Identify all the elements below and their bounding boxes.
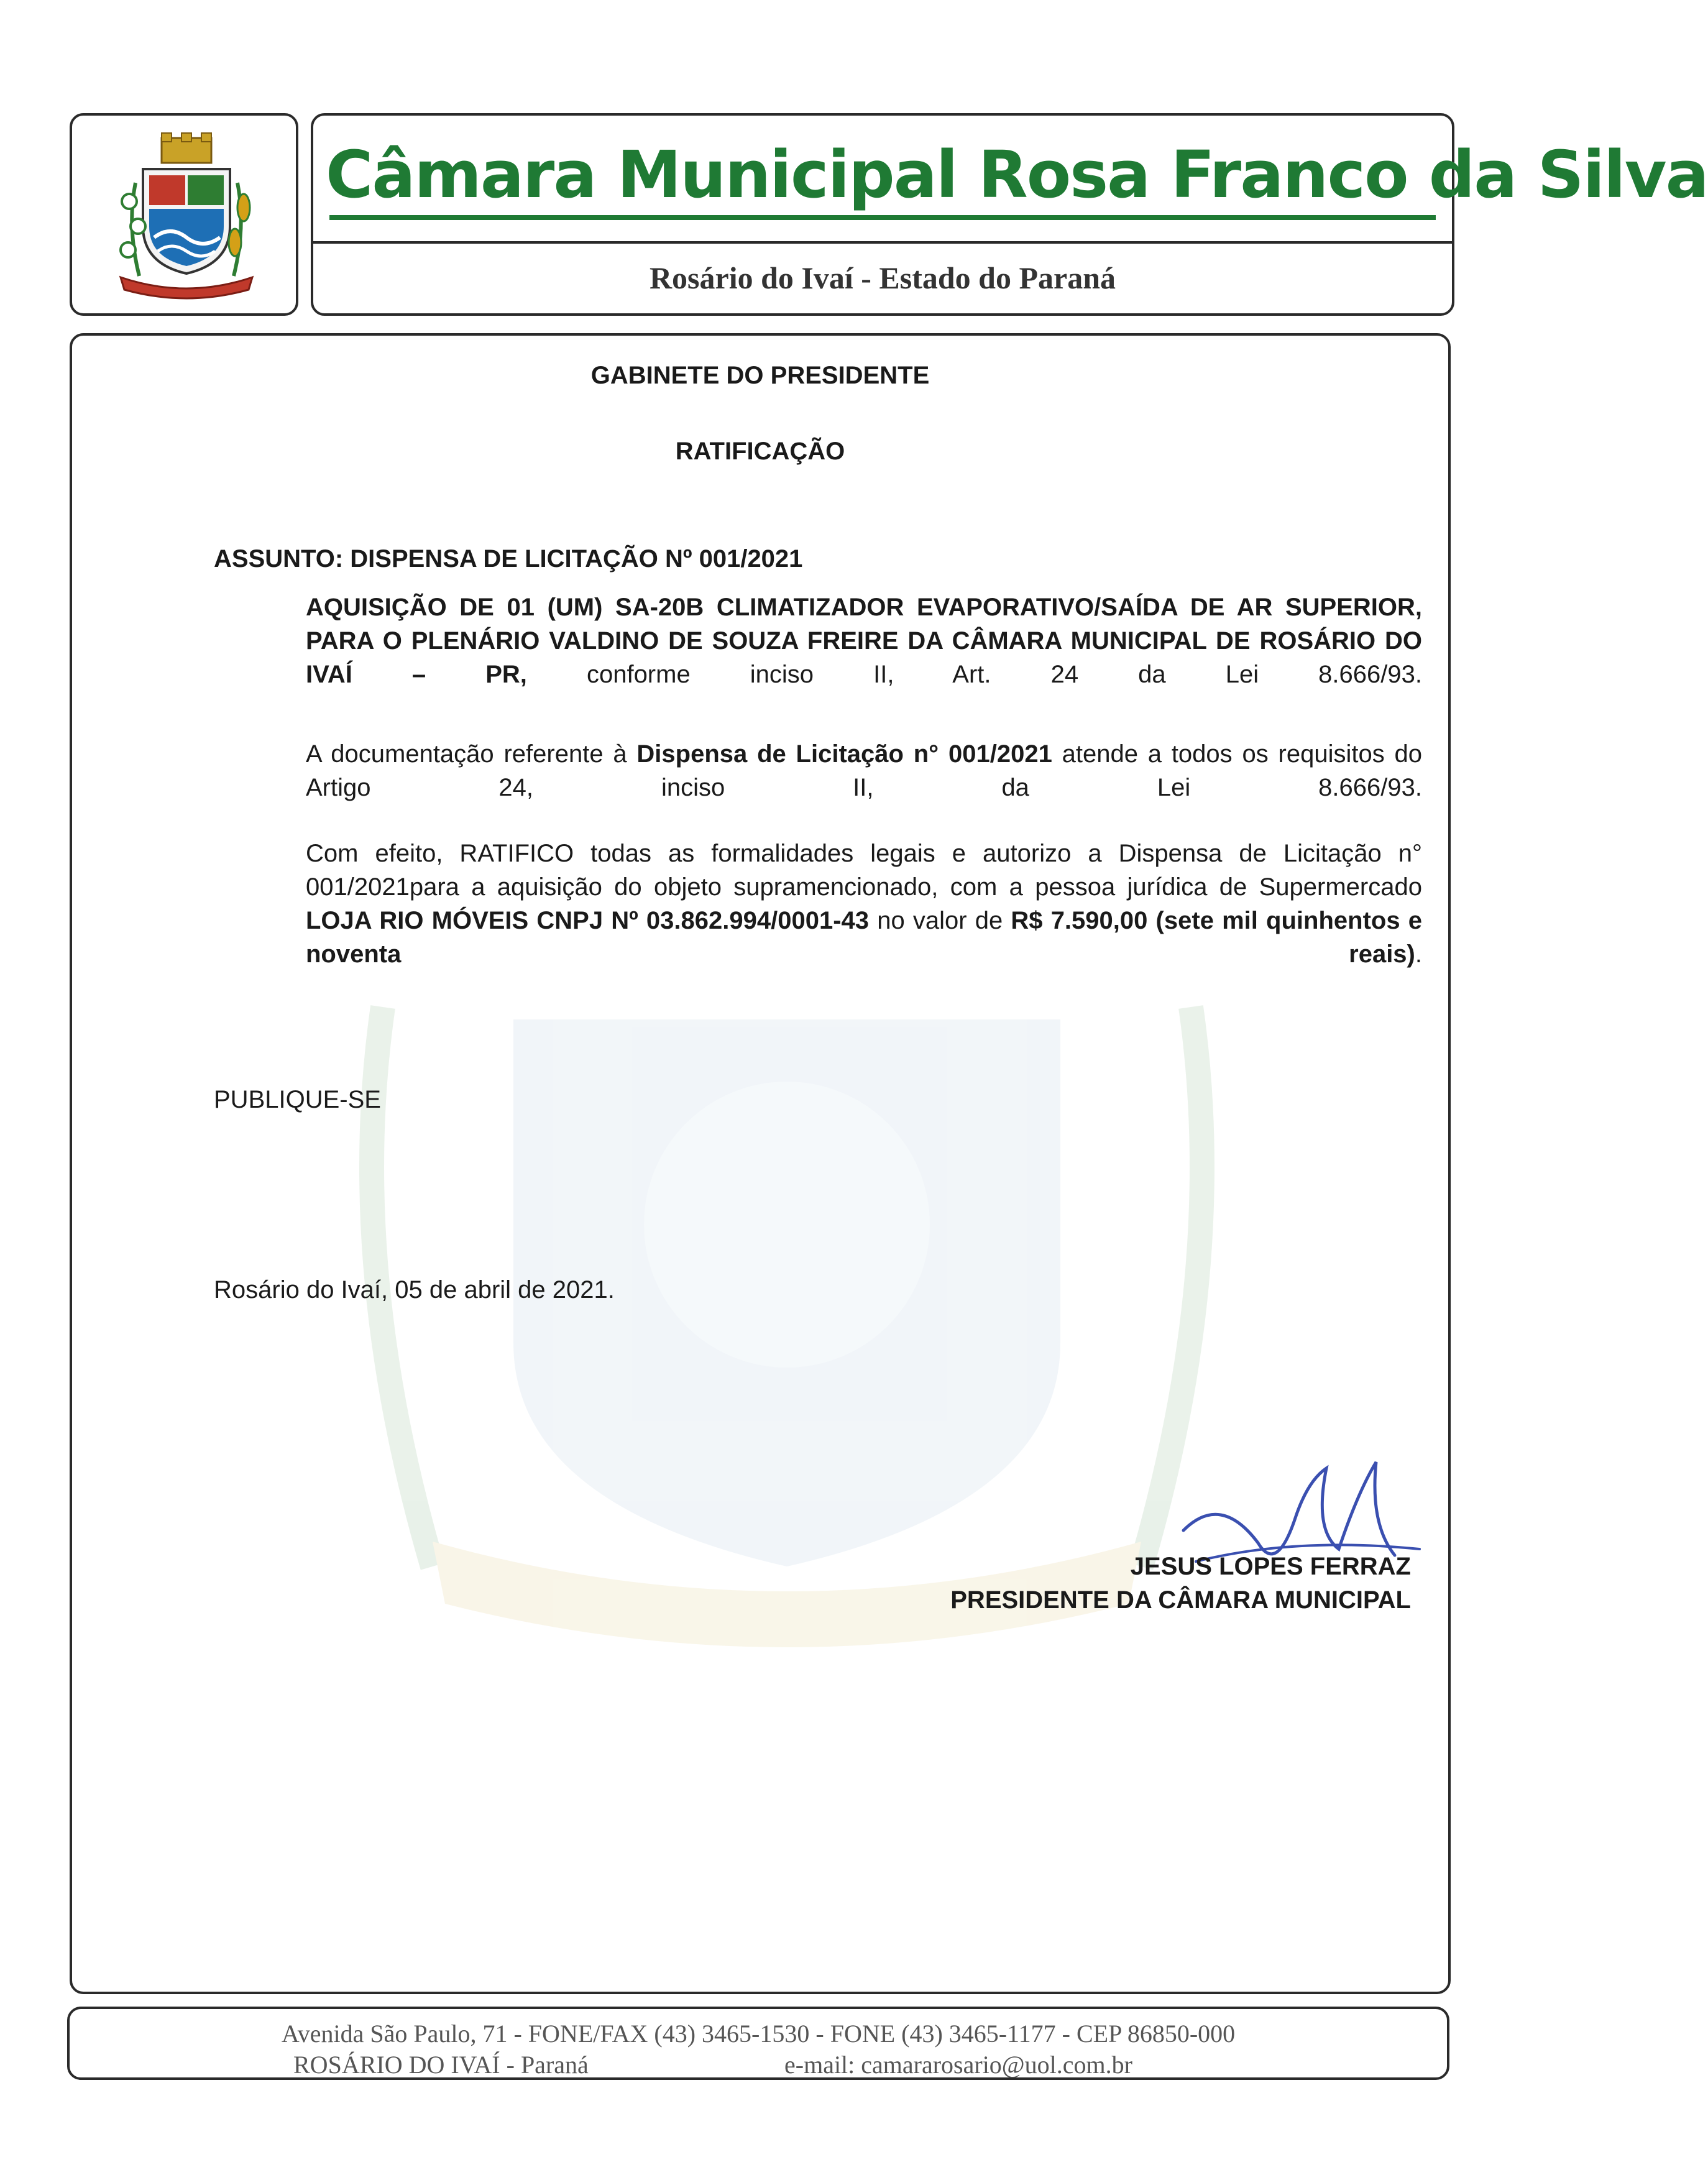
date-line: Rosário do Ivaí, 05 de abril de 2021.	[214, 1276, 615, 1304]
footer-address: Avenida São Paulo, 71 - FONE/FAX (43) 3465-1530 - FONE (43) 3465-1177 - CEP 86850-000	[281, 2020, 1236, 2048]
para1-text-end: atende a todos os requisitos do Artigo 24, inciso II, da Lei 8.666/93.	[306, 740, 1422, 801]
subject-line: ASSUNTO: DISPENSA DE LICITAÇÃO Nº 001/2021	[214, 545, 803, 573]
footer-email[interactable]: e-mail: camararosario@uol.com.br	[784, 2051, 1132, 2079]
title-divider	[313, 241, 1452, 244]
subject-legal-basis: conforme inciso II, Art. 24 da Lei 8.666/93.	[526, 661, 1422, 688]
council-location: Rosário do Ivaí - Estado do Paraná	[649, 260, 1116, 295]
para1-dispensa-ref: Dispensa de Licitação n° 001/2021	[636, 740, 1052, 768]
council-name: Câmara Municipal Rosa Franco da Silva	[326, 137, 1708, 213]
municipal-coat-of-arms-icon	[102, 133, 271, 300]
signer-role: PRESIDENTE DA CÂMARA MUNICIPAL	[950, 1586, 1411, 1614]
publish-notice: PUBLIQUE-SE	[214, 1086, 381, 1113]
para2-text-end: .	[1415, 941, 1422, 968]
title-underline	[329, 215, 1436, 220]
paragraph-documentation	[214, 737, 1422, 804]
para2-text-start: Com efeito, RATIFICO todas as formalidades legais e autorizo a Dispensa de Licitação n° 001/2021para a aquisição do objeto supramencionado, com a pessoa jurídica de Supermercado	[306, 840, 1422, 901]
footer	[67, 2007, 1449, 2080]
footer-city: ROSÁRIO DO IVAÍ - Paraná	[293, 2051, 589, 2079]
title-box	[311, 113, 1708, 316]
document-body	[70, 333, 1451, 1994]
office-heading: GABINETE DO PRESIDENTE	[590, 362, 930, 389]
para1-text-start: A documentação referente à	[306, 740, 637, 768]
paragraph-ratification	[214, 837, 1422, 971]
para2-text-mid: no valor de	[869, 907, 1011, 934]
subject-description	[214, 591, 1422, 691]
document-type: RATIFICAÇÃO	[675, 438, 845, 465]
para2-amount: R$ 7.590,00 (sete mil quinhentos e noventa reais)	[306, 907, 1423, 968]
para2-company: LOJA RIO MÓVEIS CNPJ Nº 03.862.994/0001-43	[306, 907, 870, 934]
signer-name: JESUS LOPES FERRAZ	[1130, 1553, 1411, 1580]
subject-object: AQUISIÇÃO DE 01 (UM) SA-20B CLIMATIZADOR EVAPORATIVO/SAÍDA DE AR SUPERIOR, PARA O PLENÁRIO VALDINO DE SOUZA FREIRE DA CÂMARA MUNICIPAL DE ROSÁRIO DO IVAÍ – PR,	[306, 594, 1422, 688]
crest-box	[70, 113, 298, 316]
